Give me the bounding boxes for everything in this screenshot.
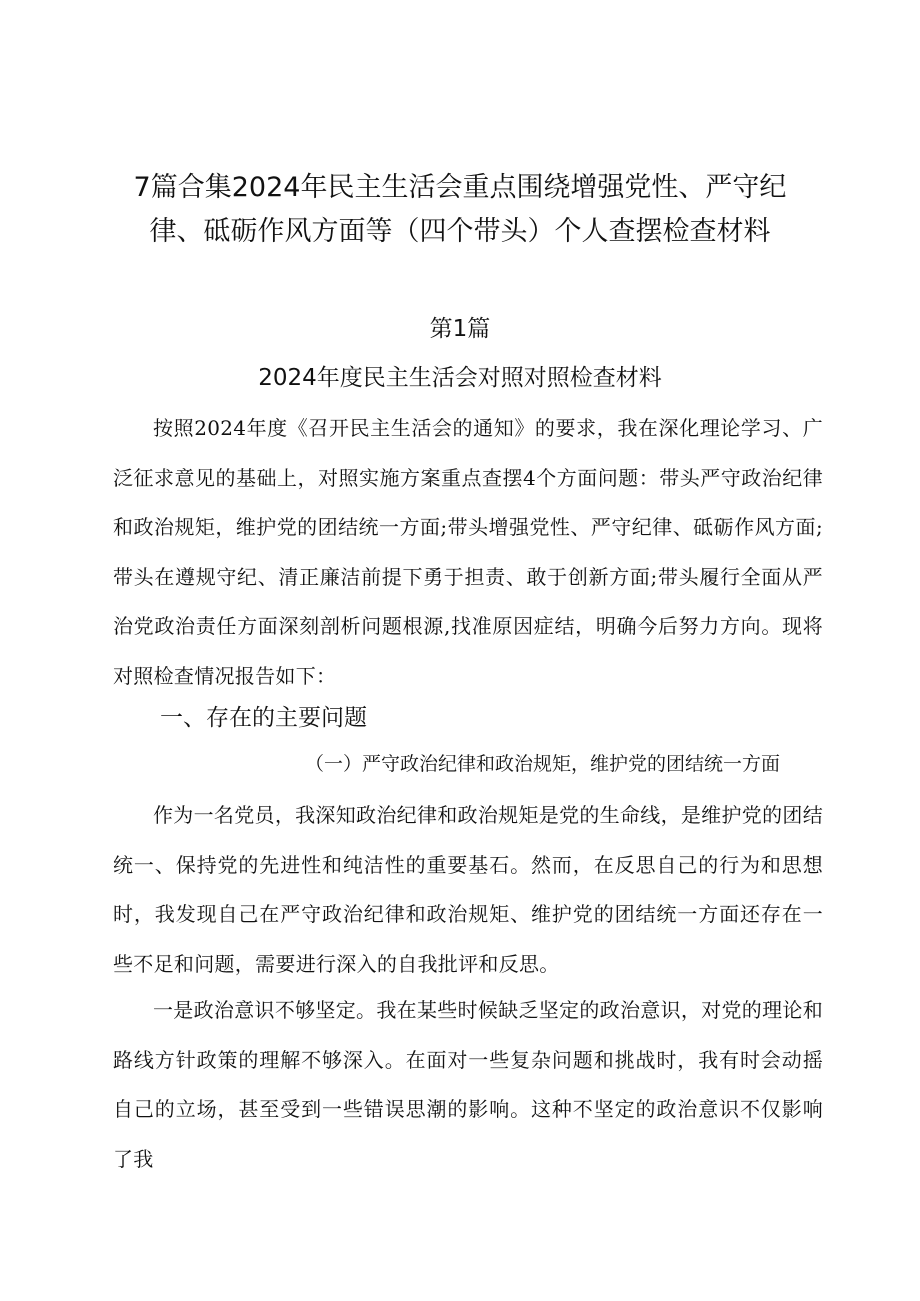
intro-paragraph: 按照2024年度《召开民主生活会的通知》的要求，我在深化理论学习、广泛征求意见的基础上，对照实施方案重点查摆4个方面问题：带头严守政治纪律和政治规矩，维护党的团结统一方面;带头增强党性、严守纪律、砥砺作风方面;带头在遵规守纪、清正廉洁前提下勇于担责、敢于创新方面;带头履行全面从严治党政治责任方面深刻剖析问题根源,找准原因症结，明确今后努力方向。现将对照检查情况报告如下：	[113, 416, 823, 688]
paragraph-2-block	[113, 791, 823, 989]
intro-paragraph-block	[113, 404, 823, 701]
document-subtitle: 2024年度民主生活会对照对照检查材料	[258, 365, 662, 391]
section-heading: 一、存在的主要问题	[160, 705, 367, 731]
chapter-label: 第1篇	[429, 316, 491, 342]
paragraph-3-block	[113, 986, 823, 1184]
paragraph-2: 作为一名党员，我深知政治纪律和政治规矩是党的生命线，是维护党的团结统一、保持党的先进性和纯洁性的重要基石。然而，在反思自己的行为和思想时，我发现自己在严守政治纪律和政治规矩、维护党的团结统一方面还存在一些不足和问题，需要进行深入的自我批评和反思。	[113, 803, 823, 976]
paragraph-3: 一是政治意识不够坚定。我在某些时候缺乏坚定的政治意识，对党的理论和路线方针政策的理解不够深入。在面对一些复杂问题和挑战时，我有时会动摇自己的立场，甚至受到一些错误思潮的影响。这种不坚定的政治意识不仅影响了我	[113, 998, 823, 1171]
document-title-line-2: 律、砥砺作风方面等（四个带头）个人查摆检查材料	[149, 216, 771, 247]
subsection-heading: （一）严守政治纪律和政治规矩，维护党的团结统一方面	[305, 753, 781, 775]
document-title-line-1: 7篇合集2024年民主生活会重点围绕增强党性、严守纪	[133, 172, 787, 203]
